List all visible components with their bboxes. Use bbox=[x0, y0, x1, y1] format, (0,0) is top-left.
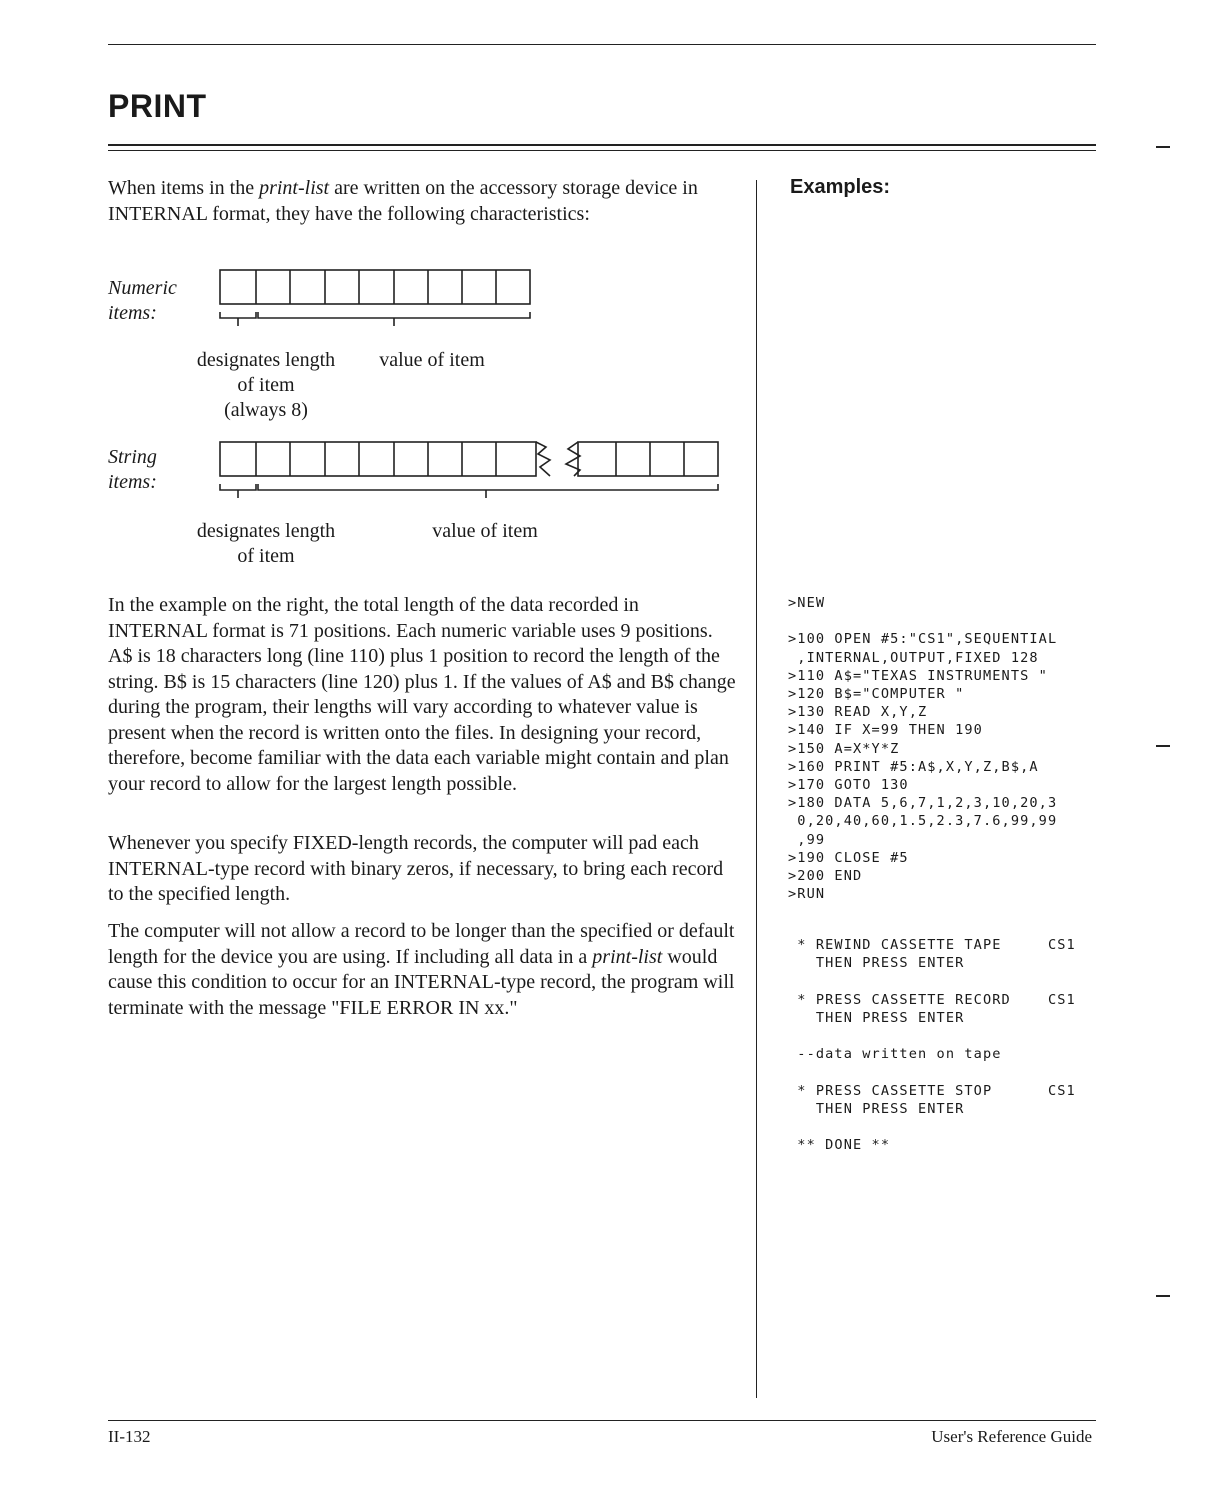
code-line: >NEW bbox=[788, 595, 826, 611]
numeric-value-caption: value of item bbox=[379, 349, 485, 371]
output-line: --data written on tape bbox=[788, 1046, 1002, 1063]
intro-paragraph: When items in the print-list are written on the accessory storage device in INTERNAL format, they have the following characteristics: bbox=[108, 177, 698, 225]
code-line: >180 DATA 5,6,7,1,2,3,10,20,3 bbox=[788, 795, 1058, 812]
code-line: >RUN bbox=[788, 886, 826, 903]
code-line: >100 OPEN #5:"CS1",SEQUENTIAL bbox=[788, 631, 1058, 648]
run-output bbox=[788, 936, 1076, 1154]
numeric-items-label: Numeric items: bbox=[108, 277, 177, 324]
page-number: II-132 bbox=[108, 1427, 151, 1446]
code-line: >130 READ X,Y,Z bbox=[788, 704, 928, 721]
length-explanation-paragraph: In the example on the right, the total length of the data recorded in INTERNAL format is 71 positions. Each numeric variable uses 9 positions. A$ is 18 characters long (line 110) plus 1 position to record the length of the string. B$ is 15 characters (line 120) plus 1. If the values of A$ and B$ change during the program, their lengths will vary according to whatever value is present when the record is written onto the files. In designing your record, therefore, become familiar with the data each variable might contain and plan your record to allow for the largest length possible. bbox=[108, 594, 736, 795]
program-listing bbox=[788, 594, 1057, 903]
string-items-label: String items: bbox=[108, 446, 157, 493]
code-line: >170 GOTO 130 bbox=[788, 777, 909, 794]
code-line: >120 B$="COMPUTER " bbox=[788, 686, 965, 703]
length-bracket bbox=[220, 312, 256, 318]
footer-rule bbox=[108, 1420, 1096, 1421]
numeric-cells bbox=[220, 270, 530, 304]
examples-heading: Examples: bbox=[790, 176, 891, 198]
code-line: ,99 bbox=[788, 831, 826, 848]
code-line: >150 A=X*Y*Z bbox=[788, 740, 900, 757]
fixed-length-paragraph: Whenever you specify FIXED-length records, the computer will pad each INTERNAL-type record with binary zeros, if necessary, to bring each record to the specified length. bbox=[108, 832, 724, 905]
output-line bbox=[788, 1027, 1076, 1045]
guide-title: User's Reference Guide bbox=[931, 1427, 1092, 1446]
code-line: >160 PRINT #5:A$,X,Y,Z,B$,A bbox=[788, 758, 1039, 775]
code-line: >190 CLOSE #5 bbox=[788, 849, 909, 866]
code-line: >140 IF X=99 THEN 190 bbox=[788, 722, 983, 739]
code-line: 0,20,40,60,1.5,2.3,7.6,99,99 bbox=[788, 813, 1058, 830]
break-zigzag bbox=[536, 442, 550, 476]
output-line: ** DONE ** bbox=[788, 1137, 891, 1154]
output-line bbox=[788, 1063, 1076, 1081]
output-line: * PRESS CASSETTE RECORD CS1 bbox=[788, 991, 1076, 1008]
code-line: >110 A$="TEXAS INSTRUMENTS " bbox=[788, 667, 1048, 684]
output-line bbox=[788, 972, 1076, 990]
output-line: * REWIND CASSETTE TAPE CS1 bbox=[788, 937, 1076, 953]
code-line bbox=[788, 612, 1057, 630]
output-line bbox=[788, 1118, 1076, 1136]
output-line: THEN PRESS ENTER bbox=[788, 1100, 965, 1117]
record-length-paragraph: The computer will not allow a record to be longer than the specified or default length for the device you are using. If including all data in a print-list would cause this condition to occur for an INTERNAL-type record, the program will terminate with the message "FILE ERROR IN xx." bbox=[108, 920, 735, 1019]
page-title: PRINT bbox=[108, 88, 207, 124]
output-line: * PRESS CASSETTE STOP CS1 bbox=[788, 1082, 1076, 1099]
string-value-caption: value of item bbox=[432, 520, 538, 542]
output-line: THEN PRESS ENTER bbox=[788, 955, 965, 972]
value-bracket bbox=[258, 312, 530, 318]
code-line: ,INTERNAL,OUTPUT,FIXED 128 bbox=[788, 649, 1039, 666]
code-line: >200 END bbox=[788, 868, 863, 885]
numeric-length-caption: designates length of item (always 8) bbox=[196, 349, 336, 421]
string-length-caption: designates length of item bbox=[196, 520, 336, 567]
output-line: THEN PRESS ENTER bbox=[788, 1009, 965, 1026]
